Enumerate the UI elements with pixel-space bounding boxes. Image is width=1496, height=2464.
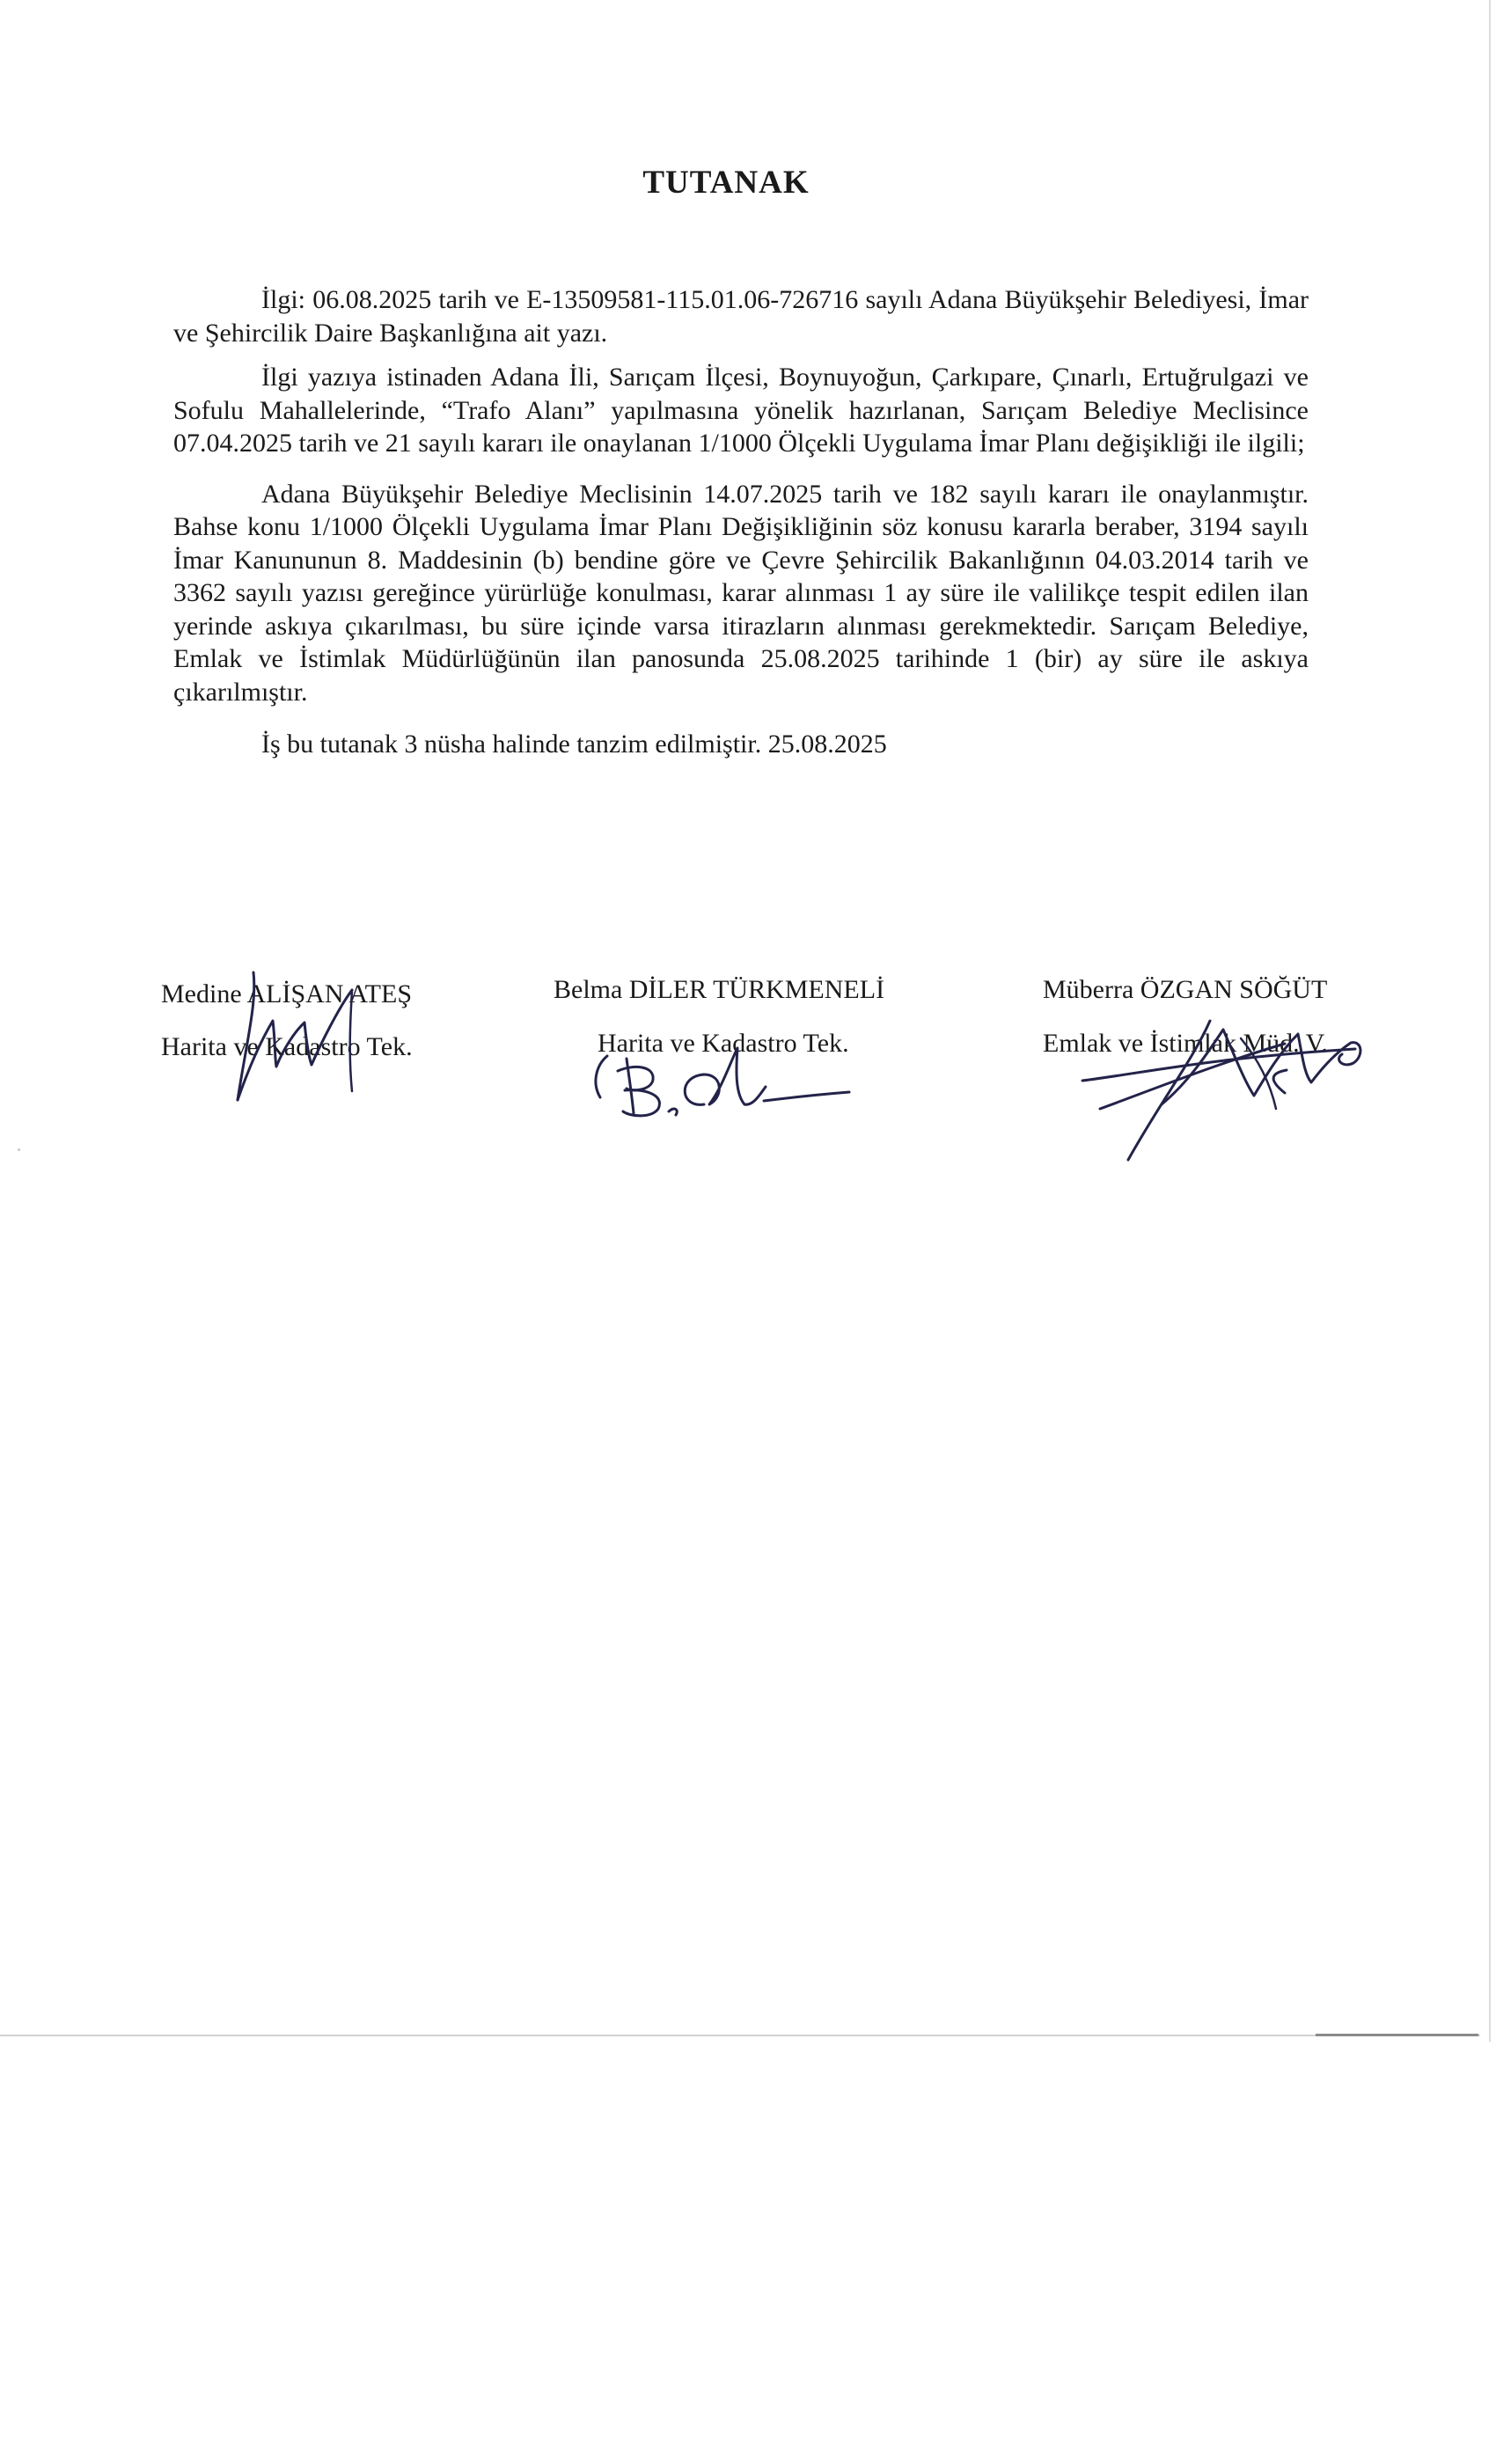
decision-paragraph: Adana Büyükşehir Belediye Meclisinin 14.07.2025 tarih ve 182 sayılı kararı ile onaylanmıştır. Bahse konu 1/1000 Ölçekli Uygulama İmar Planı Değişikliğinin söz konusu kararla beraber, 3194 sayılı İmar Kanununun 8. Maddesinin (b) bendine göre ve Çevre Şehircilik Bakanlığının 04.03.2014 tarih ve 3362 sayılı yazısı gereğince yürürlüğe konulması, karar alınması 1 ay süre ile valilikçe tespit edilen ilan yerinde askıya çıkarılması, bu süre içinde varsa itirazların alınması gerekmektedir. Sarıçam Belediye, Emlak ve İstimlak Müdürlüğünün ilan panosunda 25.08.2025 tarihinde 1 (bir) ay süre ile askıya çıkarılmıştır.	[173, 479, 1309, 707]
page-bottom-edge	[0, 2035, 1480, 2036]
subject-paragraph: İlgi yazıya istinaden Adana İli, Sarıçam İlçesi, Boynuyoğun, Çarkıpare, Çınarlı, Ertuğrulgazi ve Sofulu Mahallelerinde, “Trafo Alanı” yapılmasına yönelik hazırlanan, Sarıçam Belediye Meclisince 07.04.2025 tarih ve 21 sayılı kararı ile onaylanan 1/1000 Ölçekli Uygulama İmar Planı değişikliği ile ilgili;	[173, 363, 1309, 458]
closing-paragraph: İş bu tutanak 3 nüsha halinde tanzim edilmiştir. 25.08.2025	[261, 730, 887, 759]
reference-paragraph: İlgi: 06.08.2025 tarih ve E-13509581-115.01.06-726716 sayılı Adana Büyükşehir Belediyesi, İmar ve Şehircilik Daire Başkanlığına ait yazı.	[173, 285, 1309, 348]
signatory-role: Harita ve Kadastro Tek.	[161, 1032, 413, 1061]
document-body	[173, 283, 1309, 773]
page-bottom-edge-shadow	[1316, 2034, 1478, 2036]
signatory-block-2	[554, 977, 884, 1057]
signatory-name: Belma DİLER TÜRKMENELİ	[554, 975, 885, 1004]
signatory-block-3	[1043, 977, 1328, 1057]
signatory-role: Harita ve Kadastro Tek.	[598, 1029, 849, 1058]
scan-speck	[18, 1148, 20, 1151]
signatory-name: Müberra ÖZGAN SÖĞÜT	[1043, 975, 1328, 1004]
signatory-role: Emlak ve İstimlak Müd. V.	[1043, 1029, 1328, 1058]
signatory-name: Medine ALİŞAN ATEŞ	[161, 979, 412, 1008]
document-title: TUTANAK	[642, 165, 810, 201]
signatory-block-1	[161, 981, 413, 1060]
scan-edge-line	[1489, 0, 1491, 2042]
